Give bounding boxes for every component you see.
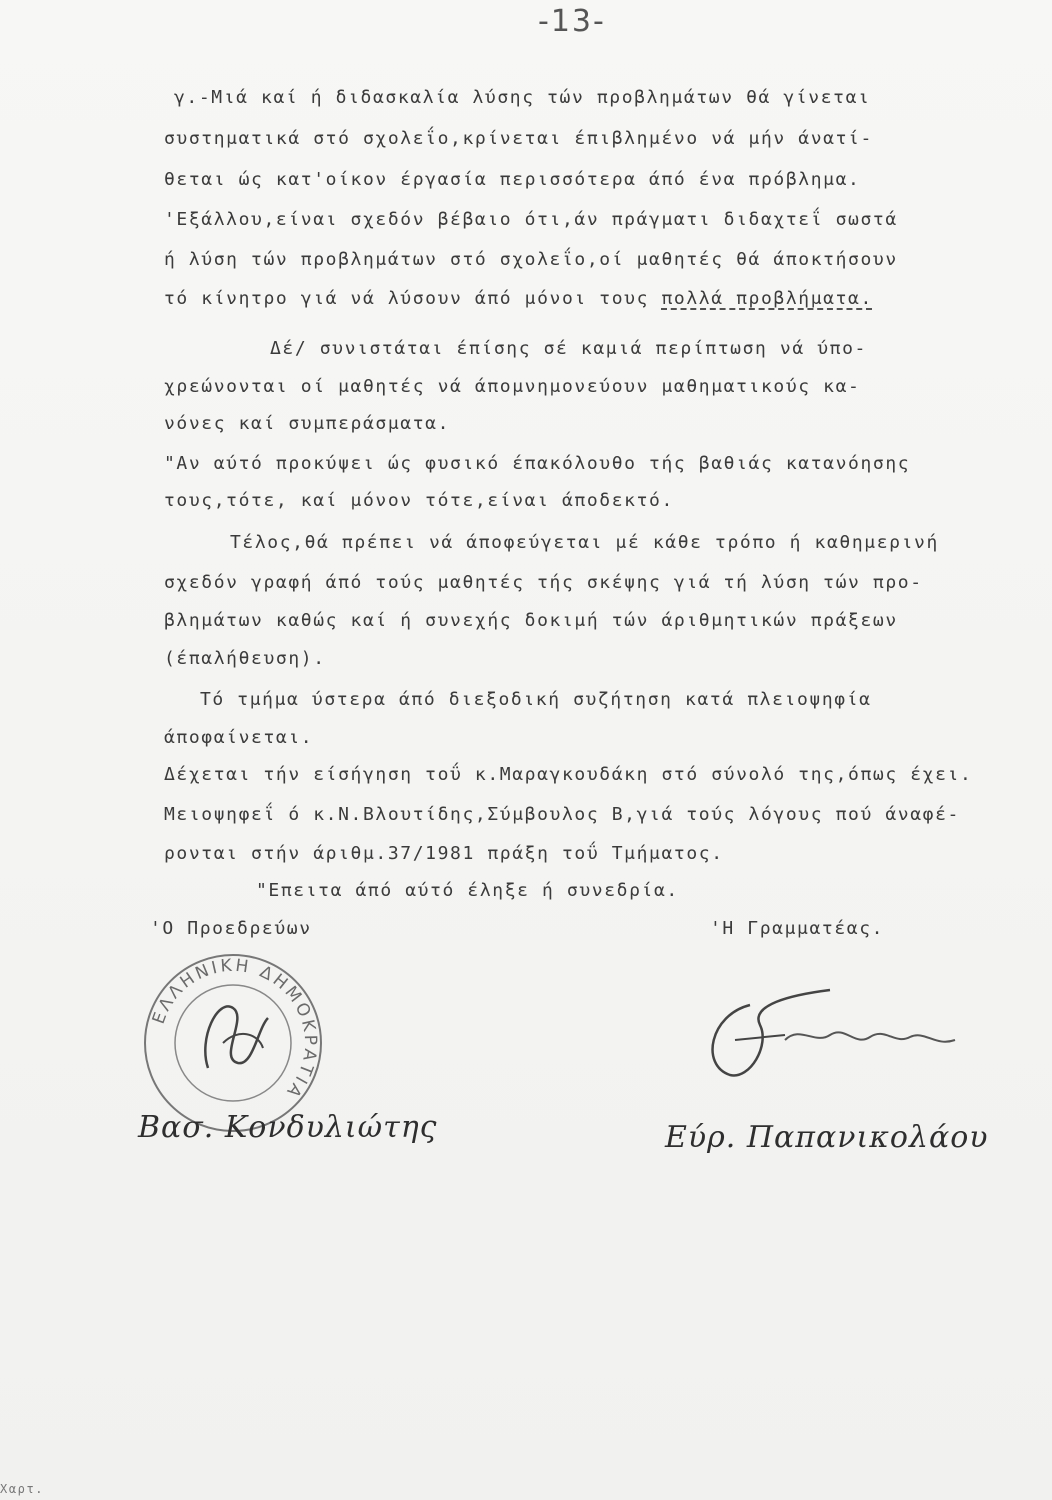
chairman-name: Βασ. Κονδυλιώτης [138, 1110, 438, 1145]
secretary-name: Εύρ. Παπανικολάου [665, 1120, 989, 1155]
text-line: ρονται στήν άριθμ.37/1981 πράξη τοΰ Τμήματος. [164, 843, 724, 864]
chairman-label: 'Ο Προεδρεύων [150, 918, 312, 939]
underlined-text: πολλά προβλήματα. [661, 288, 873, 309]
text-line: χρεώνονται οί μαθητές νά άπομνημονεύουν μαθηματικούς κα- [164, 376, 861, 397]
text-line: γ.-Μιά καί ή διδασκαλία λύσης τών προβλημάτων θά γίνεται [174, 87, 871, 108]
text-line: τους,τότε, καί μόνον τότε,είναι άποδεκτό. [164, 490, 674, 511]
page-number: -13- [538, 4, 606, 39]
text-line: σχεδόν γραφή άπό τούς μαθητές τής σκέψης γιά τή λύση τών προ- [164, 572, 923, 593]
text-line: Δέχεται τήν είσήγηση τοΰ κ.Μαραγκουδάκη στό σύνολό της,όπως έχει. [164, 764, 973, 785]
closing-line: "Επειτα άπό αύτό έληξε ή συνεδρία. [256, 880, 679, 901]
text-line: Μειοψηφεΐ ό κ.Ν.Βλουτίδης,Σύμβουλος Β,γιά τούς λόγους πού άναφέ- [164, 804, 960, 825]
stamp-text: ΕΛΛΗΝΙΚΗ ΔΗΜΟΚΡΑΤΙΑ [148, 955, 321, 1103]
text-line: Τό τμήμα ύστερα άπό διεξοδική συζήτηση κατά πλειοψηφία [200, 689, 872, 710]
text-line: άποφαίνεται. [164, 727, 314, 748]
text-line: (έπαλήθευση). [164, 648, 326, 669]
text-line [164, 288, 873, 309]
corner-mark: Χαρτ. [0, 1482, 45, 1496]
text-line: 'Εξάλλου,είναι σχεδόν βέβαιο ότι,άν πράγματι διδαχτεΐ σωστά [164, 209, 898, 230]
secretary-label: 'Η Γραμματέας. [710, 918, 885, 939]
text-line: "Αν αύτό προκύψει ώς φυσικό έπακόλουθο τής βαθιάς κατανόησης [164, 453, 911, 474]
text-line: συστηματικά στό σχολεΐο,κρίνεται έπιβλημένο νά μήν άνατί- [164, 128, 873, 149]
text-segment: τό κίνητρο γιά νά λύσουν άπό μόνοι τους [164, 288, 662, 309]
secretary-signature [690, 985, 970, 1085]
text-line: νόνες καί συμπεράσματα. [164, 413, 451, 434]
text-line: ή λύση τών προβλημάτων στό σχολεΐο,οί μαθητές θά άποκτήσουν [164, 249, 898, 270]
text-line: Δέ/ συνιστάται έπίσης σέ καμιά περίπτωση νά ύπο- [270, 338, 867, 359]
text-line: θεται ώς κατ'οίκον έργασία περισσότερα άπό ένα πρόβλημα. [164, 169, 861, 190]
text-line: Τέλος,θά πρέπει νά άποφεύγεται μέ κάθε τρόπο ή καθημερινή [230, 532, 939, 553]
text-line: βλημάτων καθώς καί ή συνεχής δοκιμή τών άριθμητικών πράξεων [164, 610, 898, 631]
